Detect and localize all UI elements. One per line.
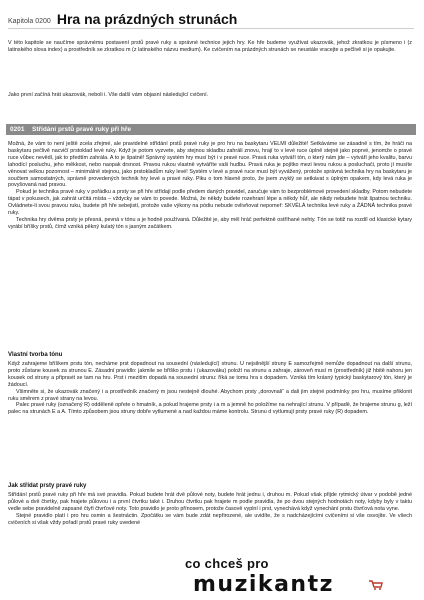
section-paragraph: Možná, že vám to není ještě zcela zřejmé, ale pravidelné střídání prstů pravé ruky je pro hru na baskytaru VELMI důležité! Setkáváme se zásadně s tím, že hráči na baskytaru pečlivě nacvičí prstoklad levé ruky. Když je potom vyzvete, aby stejnou skladbu zahráli znovu, hrají to v levé ruce úplně stejně jako poprvé, jenomže o pravé ruce vůbec nevědí, jak to předtím zahrála. A to je špatně! Správný systém hry musí být i v pravé ruce. Pravá ruka vytváří tón, o který nám jde – vytváří jeho kvalitu, barvu lahodící posluchu, jeho měkkost, nebo naopak drsnost. Pravou rukou vlastně vytváříte vaši hudbu. Pravá ruka je pojítko mezi levou rukou a posluchači, proto jí musíte věnovat velkou pozornost – minimálně stejnou, jako prstokladům ruky levé! Systém v levé a pravé ruce musí být vyvážený, protože správná technika hry na baskytaru je součtem samostatných, správně provedených technik hry levé a pravé ruky. Piku o tom hlavně proto, že jsem zvyklý se setkávat s úplným opakem, kdy levá ruka je povyšovaná nad pravou. bbox=[8, 141, 412, 189]
watermark-tagline: co chceš pro bbox=[185, 556, 269, 571]
page-title: Hra na prázdných strunách bbox=[56, 11, 238, 27]
section-paragraph: Pokud je technika pravé ruky v pořádku a prsty se při hře střídají podle předem daných pravidel, zaručuje vám to bezproblémové provedení skladby. Potom nebudete tápat v pokusech, jak zahrát určitá místa – vždycky se vám to povede. Možná, že někdy budete rozehraní lépe a někdy hůř, ale nikdy nebudete hrát špatnou techniku. Ovládnete-li svou pravou ruku, budete při hře sebejistí, protože vaše výkony na pódiu nebude ovlivňovat nepomeř: SKVĚLÁ technika levé ruky a ŽÁDNÁ technika pravé ruky. bbox=[8, 189, 412, 217]
intro-text: V této kapitole se naučíme správnému postavení prstů pravé ruky a správné technice jejich hry. Ke hře budeme využívat ukazovák, jehož zkratkou je písmeno i (z latinského slova index) a prostředník se zkratkou m (z latinského názvu medium). Ke cvičením na prázdných strunách se neustále vracejte a pečlivě si je opakujte. bbox=[8, 40, 412, 53]
subsection-paragraph: Když zahrajeme bříškem prstu tón, necháme prst dopadnout na sousední (následující) strunu. U nejsilnější struny E samozřejmě nemůže dopadnout na další strunu, proto zůstane kousek za strunou E. Zásadní pravidlo: jakmile se bříško prstu i (ukazováku) položí na strunu a zahraje, zároveň musí m (prostředník) již hbitě nahoru jen kousek od struny a připravit se tam na hru. Prst i mezitím dopadá na sousední strunu: říká se tomu hra s dopadem. Vzniká tím krásný typický baskytarový tón, který je žádoucí. bbox=[8, 361, 412, 388]
intro-paragraph-2 bbox=[8, 92, 412, 99]
subheading-tone: Vlastní tvorba tónu bbox=[8, 352, 63, 358]
watermark-logo bbox=[177, 558, 390, 600]
watermark-brand: muzikantz bbox=[193, 572, 334, 597]
section-body bbox=[8, 141, 412, 231]
section-number: 0201 bbox=[10, 126, 25, 133]
subsection-paragraph: Stejné pravidlo platí i pro hru osmin a šestnáctin. Zpočátku se vám bude zdát nepřirozené, ale uvidíte, že s nadcházejícími cvičeními si vše osvojíte. Ve všech cvičeních si však vždy pořadí prstů pravé ruky uvedené bbox=[8, 512, 412, 526]
chapter-label: Kapitola 0200 bbox=[8, 18, 51, 25]
page-header bbox=[8, 6, 414, 29]
subsection-alternation-body bbox=[8, 492, 412, 527]
intro-text-2: Jako první začíná hrát ukazovák, neboli i. Vše další vám objasní následující cvičení. bbox=[8, 92, 209, 98]
section-heading-bar bbox=[6, 124, 416, 135]
subheading-alternation: Jak střídat prsty pravé ruky bbox=[8, 483, 87, 489]
subsection-tone-body bbox=[8, 361, 412, 416]
section-title: Střídání prstů pravé ruky při hře bbox=[32, 126, 131, 133]
cart-icon bbox=[369, 580, 383, 590]
book-page bbox=[6, 0, 418, 600]
section-paragraph: Technika hry dvěma prsty je přesná, pevná v tónu a je hodně používaná. Důležité je, aby měl hráč perfektně ostříhané nehty. Tón se totiž na rozdíl od klasické kytary vyrábí bříšky prstů, čímž vzniká pěkný kulatý tón s jasným začátkem. bbox=[8, 216, 412, 230]
subsection-paragraph: Střídání prstů pravé ruky při hře má své pravidla. Pokud budete hrát dvě půlové noty, budete hrát jednu i, druhou m. Pokud však přijde rytmický útvar v podobě jedné půlové a dvě čtvrtky, pak hrajete půlovou i a první čtvrtku také i. Druhou čtvrtku pak hrajete m podle pravidla, že po dvou stejných hodnotách noty, kdyby byly v taktu vedle sebe pravidelně zapsané čtyři čtvrťové noty. Toto pravidlo je proto přínosem, protože časově vyplní i prst, vynechává když vynechání prstu čtvrťová nota vyne. bbox=[8, 492, 412, 512]
intro-paragraph bbox=[8, 40, 412, 54]
subsection-paragraph: Palec pravé ruky (označený R) odděleně opřete o hmatník, a pokud hrajeme prsty i a m a jemně ho položíme na nehrající strunu. V případě, že hrajeme strunu g, leží palec na strunách E a A. Tímto způsobem jsou struny dobře vytlumené a nad každou máme kontrolu. Strunu d vytlumují prsty pravé ruky (R) dopadem. bbox=[8, 402, 412, 416]
subsection-paragraph: Všimněte si, že ukazovák značený i a prostředník značený m jsou nestejně dlouhé. Abychom prsty „dorovnali“ a dali jim stejné podmínky pro hru, musíme přiklonit ruku směrem z pravé strany na levou. bbox=[8, 388, 412, 402]
